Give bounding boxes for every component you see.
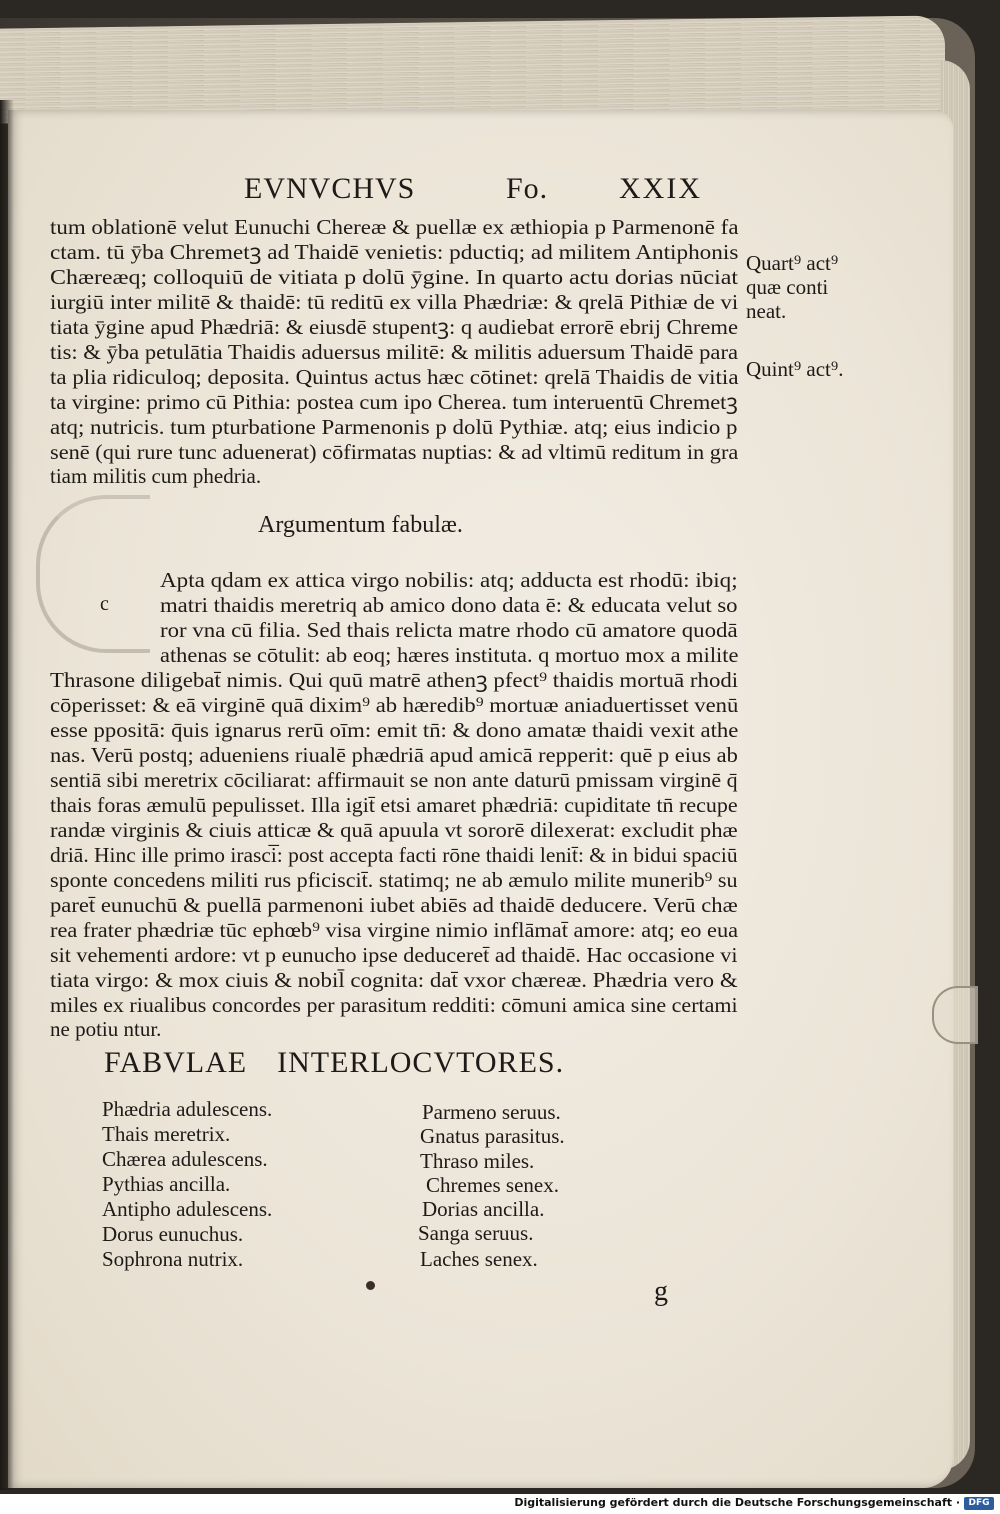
text-line: ne potiu ntur. — [50, 1017, 162, 1041]
text-line: nas. Verū postq; adueniens riualē phædriā apud amicā repperit: quē p eius ab — [50, 743, 738, 767]
margin-note: Quint⁹ act⁹. — [746, 357, 844, 381]
ink-dot — [366, 1281, 375, 1290]
gutter-shadow — [0, 100, 14, 1490]
text-line: tiam militis cum phedria. — [50, 464, 262, 488]
running-head — [244, 172, 714, 212]
text-line: miles ex riualibus concordes per parasitum redditi: cōmuni amica sine certami — [50, 993, 738, 1017]
text-line: sit vehementi ardore: vt p eunucho ipse deduceret̄ ad thaidē. Hac occasione vi — [50, 943, 738, 967]
text-line: tiata ȳgine apud Phædriā: & eiusdē stupentꝫ: q audiebat errorē ebrij Chreme — [50, 315, 738, 339]
text-line: Thrasone diligebat̄ nimis. Qui quū matrē athenꝫ pfect⁹ thaidis mortuā rhodi — [50, 668, 739, 692]
text-line: ta virgine: primo cū Pithia: postea cum ipo Cherea. tum interuentū Chremetꝫ — [50, 390, 738, 414]
cast-heading-right: INTERLOCVTORES. — [277, 1046, 565, 1079]
text-line: Chæreæq; colloquiū de vitiata p dolū ȳgine. In quarto actu dorias nūciat — [50, 265, 739, 289]
cast-member: Chærea adulescens. — [102, 1147, 268, 1171]
folio-number: XXIX — [619, 172, 702, 205]
cast-member: Dorias ancilla. — [422, 1197, 545, 1221]
text-line: driā. Hinc ille primo irasci̅: post accepta facti rōne thaidi lenit̄: & in bidui spaciū — [50, 843, 738, 867]
running-head-title: EVNVCHVS — [244, 172, 416, 205]
cast-member: Chremes senex. — [426, 1173, 559, 1197]
text-line: tum oblationē velut Eunuchi Chereæ & puellæ ex æthiopia p Parmenonē fa — [50, 215, 739, 239]
cast-member: Parmeno seruus. — [422, 1100, 561, 1124]
signature-mark: g — [654, 1276, 668, 1307]
cast-member: Phædria adulescens. — [102, 1097, 273, 1121]
text-line: rea frater phædriæ tūc ephœb⁹ visa virgine nimio inflāmat̄ amore: atq; eo eua — [50, 918, 739, 942]
text-line: iurgiū inter militē & thaidē: tū reditū ex villa Phædriæ: & qrelā Pithiæ de vi — [50, 290, 739, 314]
margin-note: neat. — [746, 299, 787, 323]
guide-letter: c — [100, 593, 109, 615]
text-line: tis: & ȳba petulātia Thaidis aduersus militē: & militis aduersum Thaidē para — [50, 340, 739, 364]
cast-member: Sophrona nutrix. — [102, 1247, 244, 1271]
text-line: Apta qdam ex attica virgo nobilis: atq; adducta est rhodū: ibiq; — [160, 568, 738, 592]
cast-member: Thais meretrix. — [102, 1122, 231, 1146]
cast-member: Laches senex. — [420, 1247, 538, 1271]
text-line: ctam. tū ȳba Chremetꝫ ad Thaidē venietis: pductiq; ad militem Antiphonis — [50, 240, 739, 264]
faint-initial-offset — [36, 495, 150, 653]
argument-title: Argumentum fabulæ. — [258, 512, 463, 538]
cast-member: Antipho adulescens. — [102, 1197, 273, 1221]
text-line: esse ppositā: q̄uis ignarus rerū oīm: emit tn̄: & dono amatæ thaidi vexit athe — [50, 718, 739, 742]
cast-member: Gnatus parasitus. — [420, 1124, 565, 1148]
cast-member: Sanga seruus. — [418, 1221, 534, 1245]
footer-bar — [0, 1494, 1000, 1514]
margin-note: quæ conti — [746, 275, 829, 299]
text-line: atq; nutricis. tum pturbatione Parmenonis p dolū Pythiæ. atq; eius indicio p — [50, 415, 738, 439]
text-line: matri thaidis meretriq ab amico dono data ē: & educata velut so — [160, 593, 738, 617]
page-tab — [932, 986, 978, 1044]
cast-member: Thraso miles. — [420, 1149, 535, 1173]
text-line: ta plia ridiculoq; deposita. Quintus actus hæc cōtinet: qrelā Thaidis de vitia — [50, 365, 739, 389]
folio-label: Fo. — [506, 172, 549, 205]
dfg-logo: DFG — [964, 1497, 994, 1510]
text-line: cōperisset: & eā virginē quā dixim⁹ ab hæredib⁹ mortuæ aniaduertisset venū — [50, 693, 739, 717]
text-line: paret̄ eunuchū & puellā parmenoni iubet abiēs ad thaidē deducere. Verū chæ — [50, 893, 738, 917]
margin-note: Quart⁹ act⁹ — [746, 251, 839, 275]
cast-member: Dorus eunuchus. — [102, 1222, 244, 1246]
text-line: thais foras æmulū pepulisset. Illa igit̄ etsi amaret phædriā: cupiditate tn̄ recupe — [50, 793, 738, 817]
text-line: tiata virgo: & mox ciuis & nobil̄ cognita: dat̄ vxor chæreæ. Phædria vero & — [50, 968, 738, 992]
text-line: randæ virginis & ciuis atticæ & quā apuula vt sororē dilexerat: excludit phæ — [50, 818, 738, 842]
text-line: ror vna cū filia. Sed thais relicta matre rhodo cū amatore quodā — [160, 618, 738, 642]
funding-credit: Digitalisierung gefördert durch die Deutsche Forschungsgemeinschaft · — [514, 1496, 960, 1509]
page-edges-top — [0, 15, 945, 123]
text-line: sentiā sibi meretrix cōciliarat: affirmauit se non ante daturū pmissam virginē q̄ — [50, 768, 738, 792]
text-line: senē (qui rure tunc aduenerat) cōfirmatas nuptias: & ad vltimū reditum in gra — [50, 440, 739, 464]
cast-heading — [104, 1046, 564, 1080]
text-line: sponte concedens militi rus pficiscit̄. statimq; ne ab æmulo milite munerib⁹ su — [50, 868, 738, 892]
text-line: athenas se cōtulit: ab eoq; hæres instituta. q mortuo mox a milite — [160, 643, 739, 667]
cast-member: Pythias ancilla. — [102, 1172, 231, 1196]
cast-heading-left: FABVLAE — [104, 1046, 248, 1079]
